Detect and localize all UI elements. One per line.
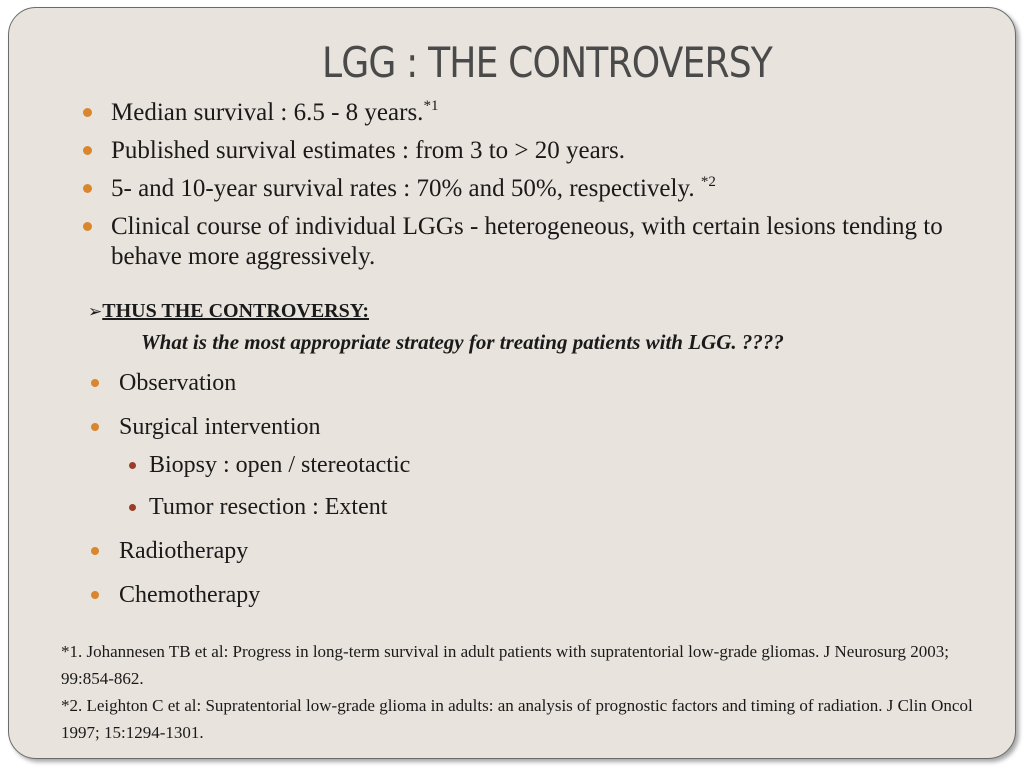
- references: [61, 638, 1001, 746]
- list-item: [87, 536, 410, 566]
- list-item: [81, 212, 961, 272]
- reference-2: *2. Leighton C et al: Supratentorial low-grade glioma in adults: an analysis of prognostic factors and timing of radiation. J Clin Oncol 1997; 15:1294-1301.: [61, 696, 973, 742]
- option-radiotherapy: Radiotherapy: [119, 538, 249, 564]
- footnote-marker: *1: [423, 98, 439, 114]
- list-item: [87, 412, 410, 522]
- controversy-heading: [88, 300, 369, 323]
- list-item: [81, 174, 961, 204]
- bullet-text: Published survival estimates : from 3 to > 20 years.: [111, 137, 626, 164]
- list-item: [119, 450, 410, 480]
- bullet-dot-icon: [91, 379, 99, 387]
- list-item: [119, 492, 410, 522]
- reference-1: *1. Johannesen TB et al: Progress in long-term survival in adult patients with supratentorial low-grade gliomas. J Neurosurg 2003; 99:854-862.: [61, 642, 949, 688]
- controversy-question: What is the most appropriate strategy for treating patients with LGG. ????: [141, 330, 784, 354]
- sub-option-biopsy: Biopsy : open / stereotactic: [149, 452, 411, 478]
- key-facts-list: [81, 98, 961, 280]
- option-surgical: Surgical intervention: [119, 414, 321, 440]
- sub-option-resection: Tumor resection : Extent: [149, 494, 388, 520]
- bullet-text: 5- and 10-year survival rates : 70% and 50%, respectively.: [111, 175, 701, 202]
- footnote-marker: *2: [700, 174, 716, 190]
- bullet-dot-icon: [83, 184, 92, 193]
- controversy-heading-text: THUS THE CONTROVERSY:: [102, 300, 369, 322]
- bullet-dot-icon: [83, 222, 92, 231]
- bullet-dot-icon: [91, 591, 99, 599]
- treatment-options-list: [87, 368, 410, 624]
- sub-bullet-dot-icon: [129, 504, 136, 511]
- list-item: [87, 580, 410, 610]
- list-item: [81, 136, 961, 166]
- bullet-text: Clinical course of individual LGGs - heterogeneous, with certain lesions tending to behave more aggressively.: [111, 213, 943, 270]
- surgical-sub-list: [119, 450, 410, 522]
- bullet-dot-icon: [91, 423, 99, 431]
- bullet-dot-icon: [83, 146, 92, 155]
- list-item: [87, 368, 410, 398]
- option-chemotherapy: Chemotherapy: [119, 582, 261, 608]
- option-observation: Observation: [119, 370, 237, 396]
- bullet-dot-icon: [83, 108, 92, 117]
- slide: [8, 7, 1016, 759]
- arrow-bullet-icon: ➢: [88, 302, 103, 322]
- slide-title: LGG : THE CONTROVERSY: [322, 38, 772, 87]
- bullet-dot-icon: [91, 547, 99, 555]
- bullet-text: Median survival : 6.5 - 8 years.: [111, 99, 424, 126]
- sub-bullet-dot-icon: [129, 462, 136, 469]
- list-item: [81, 98, 961, 128]
